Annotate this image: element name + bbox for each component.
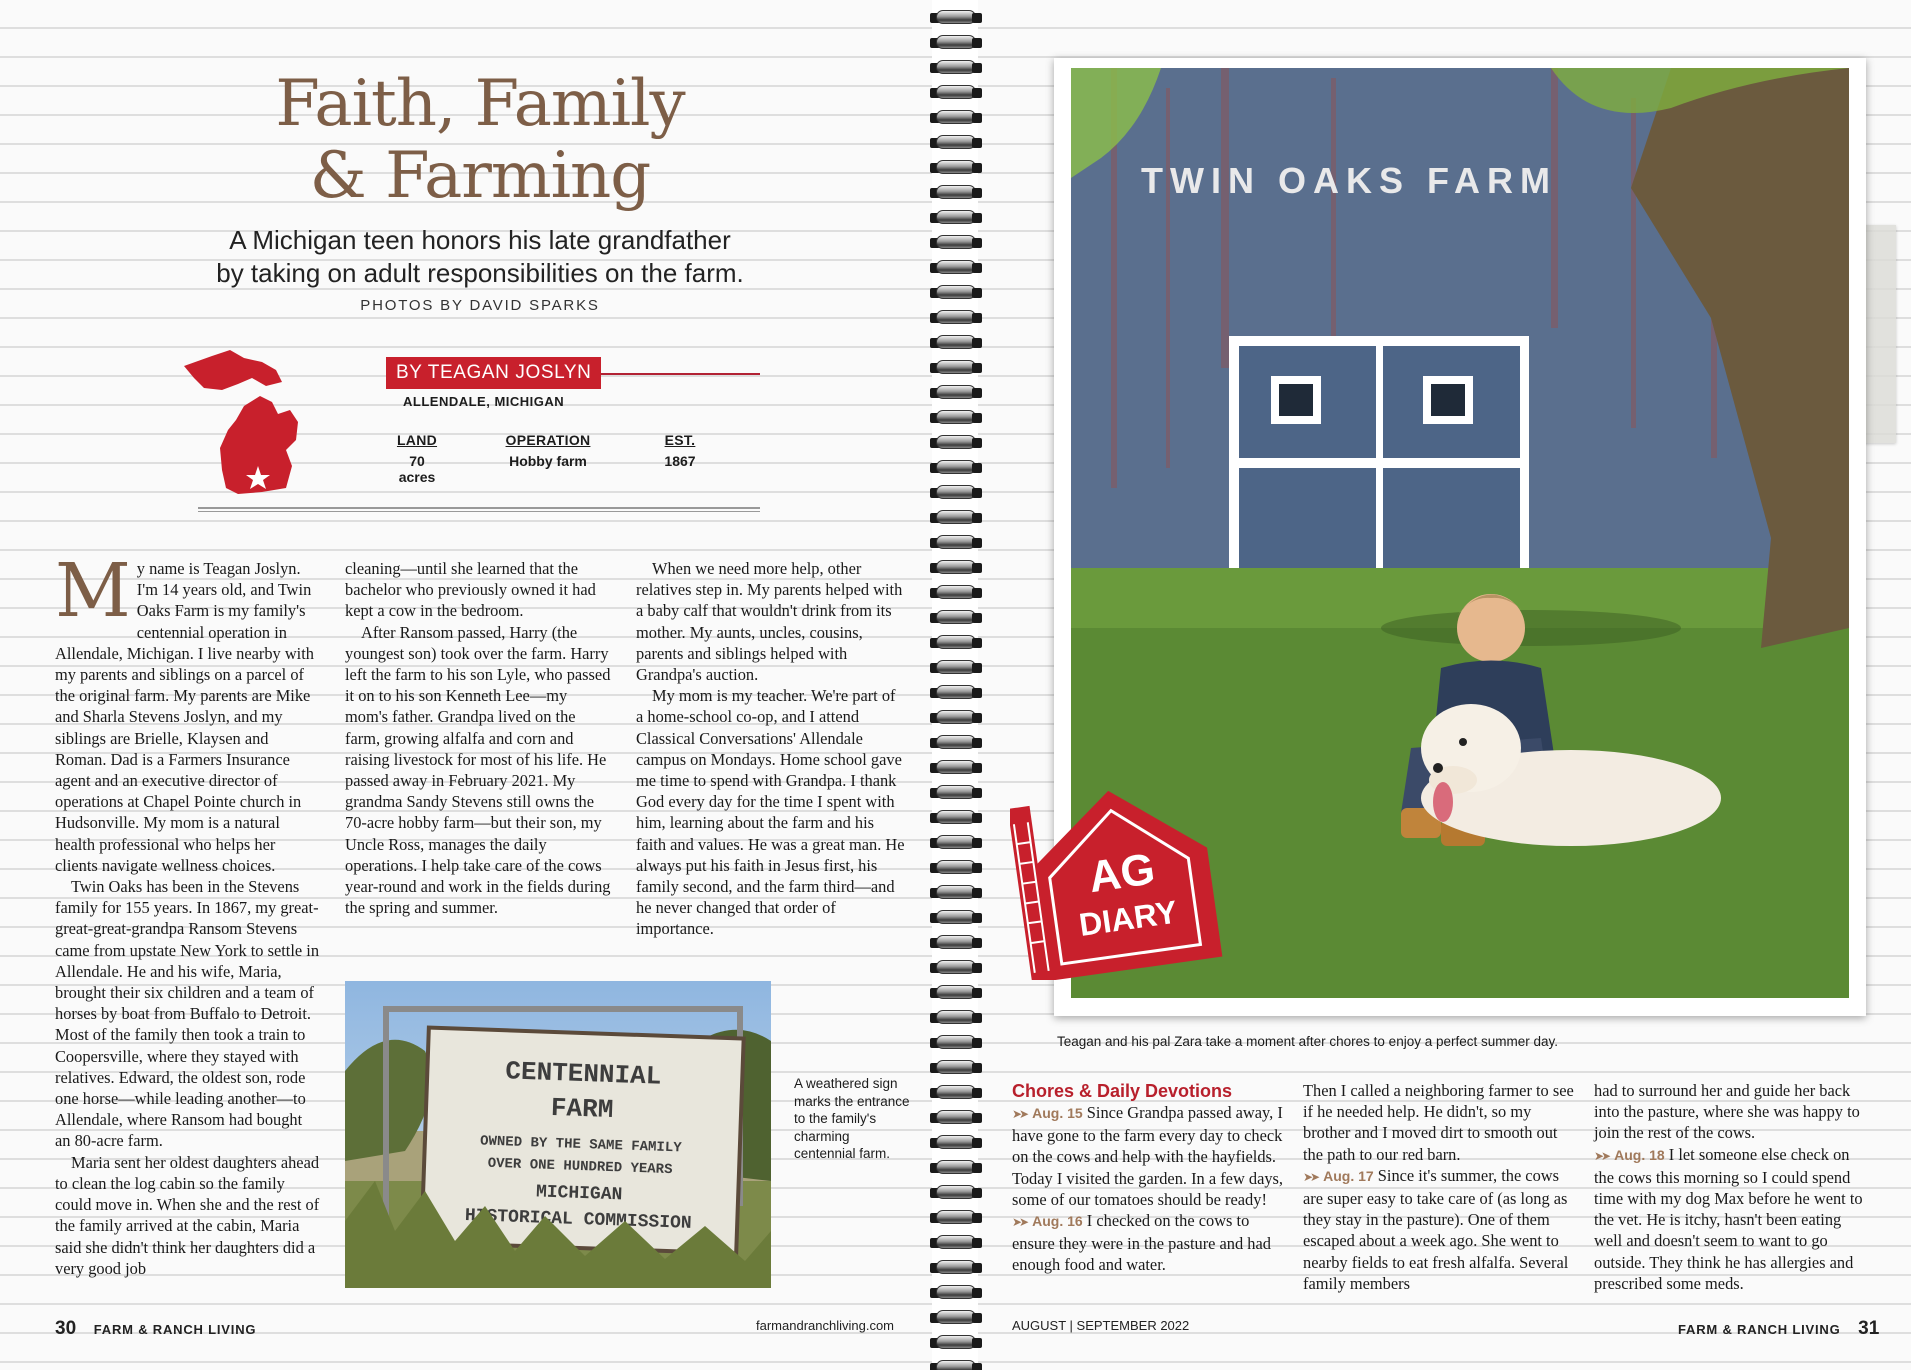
spiral-coil xyxy=(926,556,986,578)
sign-line-3: OWNED BY THE SAME FAMILY xyxy=(479,1133,682,1157)
body-paragraph: Twin Oaks has been in the Stevens family for 155 years. In 1867, my great-great-great-grandpa Ransom Stevens came from upstate New York to settle in Allendale. He and his wife, Maria, brought their six children and a team of horses by boat from Buffalo to Detroit. Most of the family then took a train to Coopersville, where they stayed with relatives. Edward, the oldest son, rode one horse—while leading another—to Allendale, where Ransom had bought an 80-acre farm. xyxy=(55,877,320,1151)
sign-line-6: HISTORICAL COMMISSION xyxy=(464,1205,692,1234)
spiral-coil xyxy=(926,681,986,703)
diary-paragraph: had to surround her and guide her back into the pasture, where she was happy to join the rest of the cows. xyxy=(1594,1081,1860,1143)
body-paragraph: When we need more help, other relatives step in. My parents helped with a baby calf that wouldn't drink from its mother. My aunts, uncles, cousins, parents and siblings helped with Grandpa's auction. xyxy=(636,559,903,685)
spiral-coil xyxy=(926,931,986,953)
arrow-icon: ➤➤ xyxy=(1594,1148,1609,1163)
spiral-coil xyxy=(926,906,986,928)
stat-label: EST. xyxy=(664,432,696,448)
title-line-1: Faith, Family xyxy=(275,67,685,141)
spiral-coil xyxy=(926,1031,986,1053)
spiral-coil xyxy=(926,1306,986,1328)
body-column-1 xyxy=(55,548,321,1279)
entry-date: Aug. 18 xyxy=(1614,1146,1665,1163)
badge-text-ag: AG xyxy=(1085,844,1158,903)
byline: BY TEAGAN JOSLYN xyxy=(386,357,601,389)
badge-text-diary: DIARY xyxy=(1076,893,1180,943)
body-column-2 xyxy=(345,558,613,918)
ag-diary-badge-icon xyxy=(1010,770,1230,980)
magazine-name-left: FARM & RANCH LIVING xyxy=(93,1322,257,1337)
entry-date: Aug. 16 xyxy=(1032,1213,1083,1230)
spiral-coil xyxy=(926,831,986,853)
body-column-3 xyxy=(636,558,906,940)
spiral-coil xyxy=(926,1156,986,1178)
spiral-coil xyxy=(926,1281,986,1303)
drop-cap: M xyxy=(55,548,131,634)
body-paragraph: Maria sent her oldest daughters ahead to clean the log cabin so the family could move in. When she and the rest of the family arrived at the cabin, Maria said she didn't think her daughters did a very good job xyxy=(55,1152,320,1278)
spiral-coil xyxy=(926,1256,986,1278)
spiral-coil xyxy=(926,306,986,328)
spiral-coil xyxy=(926,381,986,403)
spiral-coil xyxy=(926,631,986,653)
spiral-coil xyxy=(926,1081,986,1103)
right-footer xyxy=(1678,1318,1879,1340)
sign-line-1: CENTENNIAL xyxy=(504,1056,662,1092)
diary-column-3 xyxy=(1594,1080,1870,1294)
arrow-icon: ➤➤ xyxy=(1012,1107,1027,1121)
spiral-coil xyxy=(926,1131,986,1153)
spiral-coil xyxy=(926,1006,986,1028)
spiral-coil xyxy=(926,181,986,203)
spiral-coil xyxy=(926,481,986,503)
body-paragraph: After Ransom passed, Harry (the youngest son) took over the farm. Harry left the farm to his son Lyle, who passed it on to his son Kenneth Lee—my mom's father. Grandpa lived on the farm, growing alfalfa and corn and raising livestock for most of his life. He passed away in February 2021. My grandma Sandy Stevens still owns the 70-acre hobby farm—but their son, my Uncle Ross, manages the daily operations. I help take care of the cows year-round and work in the fields during the spring and summer. xyxy=(345,622,611,918)
spiral-coil xyxy=(926,1181,986,1203)
spiral-coil xyxy=(926,606,986,628)
diary-entry: ➤➤ Aug. 18 I let someone else check on the cows this morning so I could spend time with my dog Max before he went to the vet. He is itchy, hasn't been eating well and doesn't seem to want to go outside. They think he has allergies and prescribed some meds. xyxy=(1594,1144,1863,1293)
michigan-map-icon xyxy=(182,348,320,496)
spiral-coil xyxy=(926,856,986,878)
barn-sign-text: TWIN OAKS FARM xyxy=(1141,160,1557,201)
diary-entry: ➤➤ Aug. 17 Since it's summer, the cows are super easy to take care of (as long as they stay in the pasture). One of them escaped about a week ago. She went to nearby fields to eat fresh alfalfa. Several family members xyxy=(1303,1165,1569,1293)
article-subtitle xyxy=(180,224,780,290)
diary-column-2 xyxy=(1303,1080,1577,1294)
photo-credit: PHOTOS BY DAVID SPARKS xyxy=(360,297,600,314)
spiral-coil xyxy=(926,706,986,728)
spiral-coil xyxy=(926,56,986,78)
entry-date: Aug. 15 xyxy=(1032,1105,1083,1121)
spiral-coil xyxy=(926,1106,986,1128)
spiral-coil xyxy=(926,1206,986,1228)
spiral-coil xyxy=(926,331,986,353)
spiral-coil xyxy=(926,731,986,753)
spiral-coil xyxy=(926,81,986,103)
spiral-coil xyxy=(926,256,986,278)
subtitle-line-1: A Michigan teen honors his late grandfather xyxy=(229,225,731,255)
stat-operation xyxy=(503,432,593,469)
diary-entry: ➤➤ Aug. 15 Since Grandpa passed away, I have gone to the farm every day to check on the cows and help with the hayfields. Today I visited the garden. In a few days, some of our tomatoes should be ready! xyxy=(1012,1103,1284,1209)
issue-date: AUGUST | SEPTEMBER 2022 xyxy=(1012,1318,1190,1333)
centennial-sign-photo xyxy=(345,981,771,1288)
spiral-coil xyxy=(926,456,986,478)
spiral-coil xyxy=(926,781,986,803)
stat-value: 1867 xyxy=(664,453,696,469)
stat-value: Hobby farm xyxy=(509,453,587,469)
spiral-coil xyxy=(926,1231,986,1253)
diary-column-1 xyxy=(1012,1080,1284,1276)
barn-photo-caption: Teagan and his pal Zara take a moment after chores to enjoy a perfect summer day. xyxy=(1057,1034,1559,1049)
spiral-coil xyxy=(926,956,986,978)
spiral-coil xyxy=(926,31,986,53)
entry-date: Aug. 17 xyxy=(1323,1167,1374,1184)
sign-line-2: FARM xyxy=(550,1092,614,1126)
diary-heading: Chores & Daily Devotions xyxy=(1012,1081,1233,1101)
spiral-coil xyxy=(926,581,986,603)
arrow-icon: ➤➤ xyxy=(1303,1169,1318,1184)
spiral-coil xyxy=(926,1056,986,1078)
sign-line-5: MICHIGAN xyxy=(535,1182,623,1206)
page-number-right: 31 xyxy=(1858,1318,1880,1339)
spiral-coil xyxy=(926,6,986,28)
spiral-coil xyxy=(926,156,986,178)
spiral-coil xyxy=(926,406,986,428)
spiral-coil xyxy=(926,106,986,128)
spiral-coil xyxy=(926,356,986,378)
spiral-coil xyxy=(926,981,986,1003)
spiral-coil xyxy=(926,131,986,153)
arrow-icon: ➤➤ xyxy=(1012,1215,1027,1230)
body-paragraph: cleaning—until she learned that the bachelor who previously owned it had kept a cow in the bedroom. xyxy=(345,559,596,621)
spiral-coil xyxy=(926,231,986,253)
diary-entry: ➤➤ Aug. 16 I checked on the cows to ensure they were in the pasture and had enough food and water. xyxy=(1012,1211,1271,1275)
spiral-coil xyxy=(926,806,986,828)
left-footer xyxy=(55,1318,256,1340)
body-paragraph: My name is Teagan Joslyn. I'm 14 years old, and Twin Oaks Farm is my family's centennial operation in Allendale, Michigan. I live nearby with my parents and siblings on a parcel of the original farm. My parents are Mike and Sharla Stevens Joslyn, and my siblings are Brielle, Klaysen and Roman. Dad is a Farmers Insurance agent and an executive director of operations at Chapel Pointe church in Hudsonville. My mom is a natural health professional who helps her clients navigate wellness choices. xyxy=(55,548,314,875)
page-number-left: 30 xyxy=(55,1318,77,1339)
location-label: ALLENDALE, MICHIGAN xyxy=(403,394,565,409)
stat-value: 70 acres xyxy=(398,453,436,485)
spiral-coil xyxy=(926,281,986,303)
article-title xyxy=(180,68,780,212)
title-line-2: & Farming xyxy=(309,139,651,213)
spiral-coil xyxy=(926,206,986,228)
stat-label: LAND xyxy=(396,432,438,448)
stat-land xyxy=(392,432,442,485)
header-divider xyxy=(198,507,760,512)
sign-line-4: OVER ONE HUNDRED YEARS xyxy=(487,1155,673,1179)
magazine-name-right: FARM & RANCH LIVING xyxy=(1678,1322,1841,1337)
spiral-coil xyxy=(926,431,986,453)
website-url: farmandranchliving.com xyxy=(756,1318,895,1333)
spiral-coil xyxy=(926,756,986,778)
spiral-coil xyxy=(926,656,986,678)
stat-established xyxy=(660,432,700,469)
spiral-coil xyxy=(926,1356,986,1370)
spiral-coil xyxy=(926,1331,986,1353)
stat-label: OPERATION xyxy=(505,432,591,448)
subtitle-line-2: by taking on adult responsibilities on the farm. xyxy=(216,258,744,288)
diary-paragraph: Then I called a neighboring farmer to see if he needed help. He didn't, so my brother and I moved dirt to smooth out the path to our red barn. xyxy=(1303,1081,1574,1164)
spiral-coil xyxy=(926,531,986,553)
spiral-coil xyxy=(926,506,986,528)
body-paragraph: My mom is my teacher. We're part of a home-school co-op, and I attend Classical Conversations' Allendale campus on Mondays. Home school gave me time to spend with Grandpa. I thank God every day for the time I spent with him, learning about the farm and his faith and values. He was a great man. He always put his faith in Jesus first, his family second, and the farm third—and he never changed that order of importance. xyxy=(636,686,905,939)
sign-photo-caption: A weathered sign marks the entrance to the family's charming centennial farm. xyxy=(794,1076,910,1161)
spiral-coil xyxy=(926,881,986,903)
spiral-binding xyxy=(926,0,986,1370)
